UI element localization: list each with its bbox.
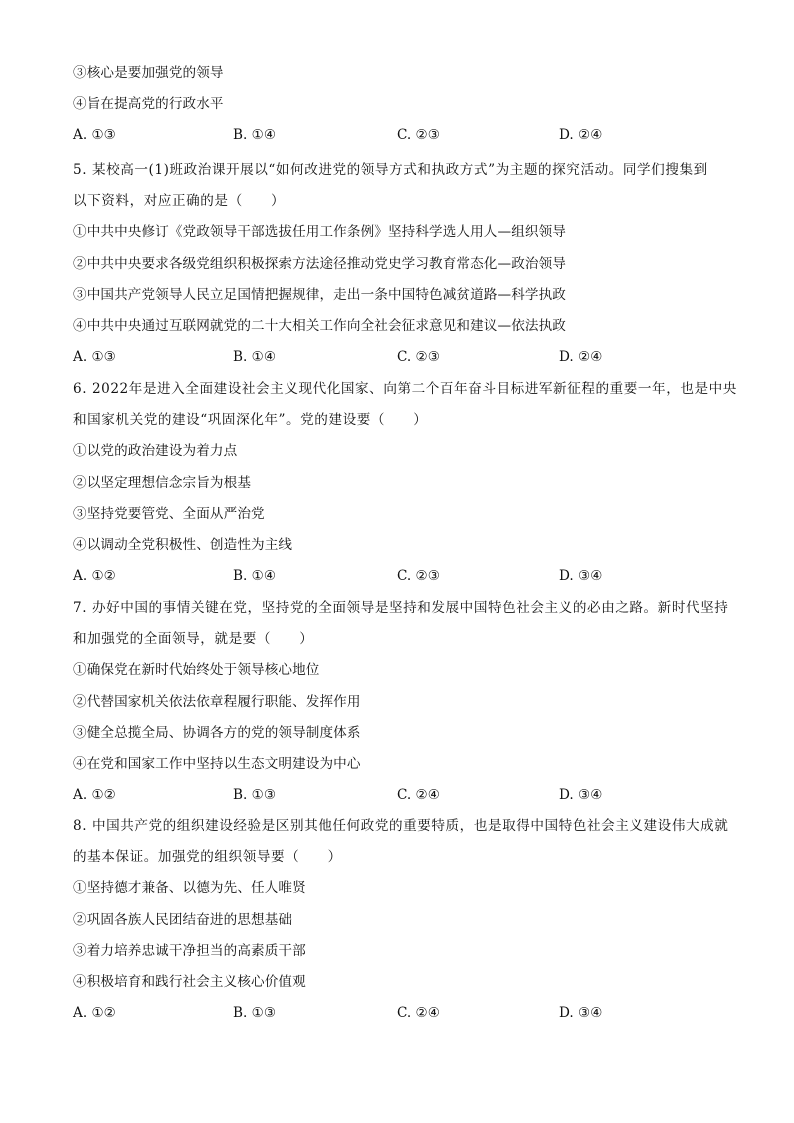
statement-1: ①确保党在新时代始终处于领导核心地位 [73, 662, 320, 679]
option-c[interactable]: C. ②③ [397, 568, 440, 585]
option-d[interactable]: D. ③④ [559, 568, 603, 585]
question-6 [73, 374, 737, 592]
option-b[interactable]: B. ①④ [233, 349, 277, 366]
option-d[interactable]: D. ②④ [559, 127, 603, 144]
option-b[interactable]: B. ①④ [233, 127, 277, 144]
question-stem-line-1: 5. 某校高一(1)班政治课开展以“如何改进党的领导方式和执政方式”为主题的探究活动。同学们搜集到 [73, 162, 708, 178]
option-c[interactable]: C. ②④ [397, 787, 440, 804]
statement-2: ②以坚定理想信念宗旨为根基 [73, 474, 252, 491]
statement-1: ①以党的政治建设为着力点 [73, 443, 238, 460]
question-5 [73, 155, 723, 373]
option-b[interactable]: B. ①③ [233, 1005, 277, 1022]
question-stem-line-2: 以下资料，对应正确的是（ ） [73, 193, 286, 210]
statement-1: ①中共中央修订《党政领导干部选拔任用工作条例》坚持科学选人用人—组织领导 [73, 224, 566, 241]
question-stem-line-1: 6. 2022年是进入全面建设社会主义现代化国家、向第二个百年奋斗目标进军新征程的重要一年，也是中央 [73, 381, 737, 397]
options-row [73, 561, 723, 592]
statement-3: ③核心是要加强党的领导 [73, 65, 224, 81]
statement-1: ①坚持德才兼备、以德为先、任人唯贤 [73, 880, 306, 897]
options-row [73, 120, 723, 151]
option-d[interactable]: D. ③④ [559, 787, 603, 804]
statement-4: ④旨在提高党的行政水平 [73, 96, 224, 113]
option-b[interactable]: B. ①③ [233, 787, 277, 804]
options-row [73, 998, 723, 1029]
option-b[interactable]: B. ①④ [233, 568, 277, 585]
statement-4: ④以调动全党积极性、创造性为主线 [73, 536, 293, 553]
question-4-continued [73, 58, 723, 152]
option-c[interactable]: C. ②③ [397, 127, 440, 144]
statement-2: ②中共中央要求各级党组织积极探索方法途径推动党史学习教育常态化—政治领导 [73, 255, 566, 272]
statement-3: ③健全总揽全局、协调各方的党的领导制度体系 [73, 724, 361, 741]
option-d[interactable]: D. ②④ [559, 349, 603, 366]
question-stem-line-2: 的基本保证。加强党的组织领导要（ ） [73, 849, 342, 866]
question-7 [73, 593, 729, 811]
statement-4: ④在党和国家工作中坚持以生态文明建设为中心 [73, 755, 361, 772]
option-a[interactable]: A. ①② [73, 1005, 116, 1022]
option-a[interactable]: A. ①③ [73, 349, 116, 366]
question-stem-line-1: 7. 办好中国的事情关键在党，坚持党的全面领导是坚持和发展中国特色社会主义的必由之路。新时代坚持 [73, 600, 729, 616]
statement-3: ③着力培养忠诚干净担当的高素质干部 [73, 942, 306, 959]
question-stem-line-2: 和国家机关党的建设“巩固深化年”。党的建设要（ ） [73, 412, 428, 429]
question-stem-line-2: 和加强党的全面领导，就是要（ ） [73, 631, 314, 648]
option-a[interactable]: A. ①② [73, 787, 116, 804]
statement-3: ③坚持党要管党、全面从严治党 [73, 505, 265, 522]
statement-2: ②巩固各族人民团结奋进的思想基础 [73, 911, 293, 928]
question-stem-line-1: 8. 中国共产党的组织建设经验是区别其他任何政党的重要特质，也是取得中国特色社会主义建设伟大成就 [73, 818, 729, 834]
options-row [73, 780, 723, 811]
question-8 [73, 811, 729, 1029]
statement-4: ④积极培育和践行社会主义核心价值观 [73, 973, 306, 990]
option-a[interactable]: A. ①③ [73, 127, 116, 144]
option-c[interactable]: C. ②④ [397, 1005, 440, 1022]
statement-3: ③中国共产党领导人民立足国情把握规律，走出一条中国特色减贫道路—科学执政 [73, 286, 566, 303]
option-d[interactable]: D. ③④ [559, 1005, 603, 1022]
option-a[interactable]: A. ①② [73, 568, 116, 585]
statement-4: ④中共中央通过互联网就党的二十大相关工作向全社会征求意见和建议—依法执政 [73, 317, 566, 334]
statement-2: ②代替国家机关依法依章程履行职能、发挥作用 [73, 693, 361, 710]
option-c[interactable]: C. ②③ [397, 349, 440, 366]
options-row [73, 342, 723, 373]
